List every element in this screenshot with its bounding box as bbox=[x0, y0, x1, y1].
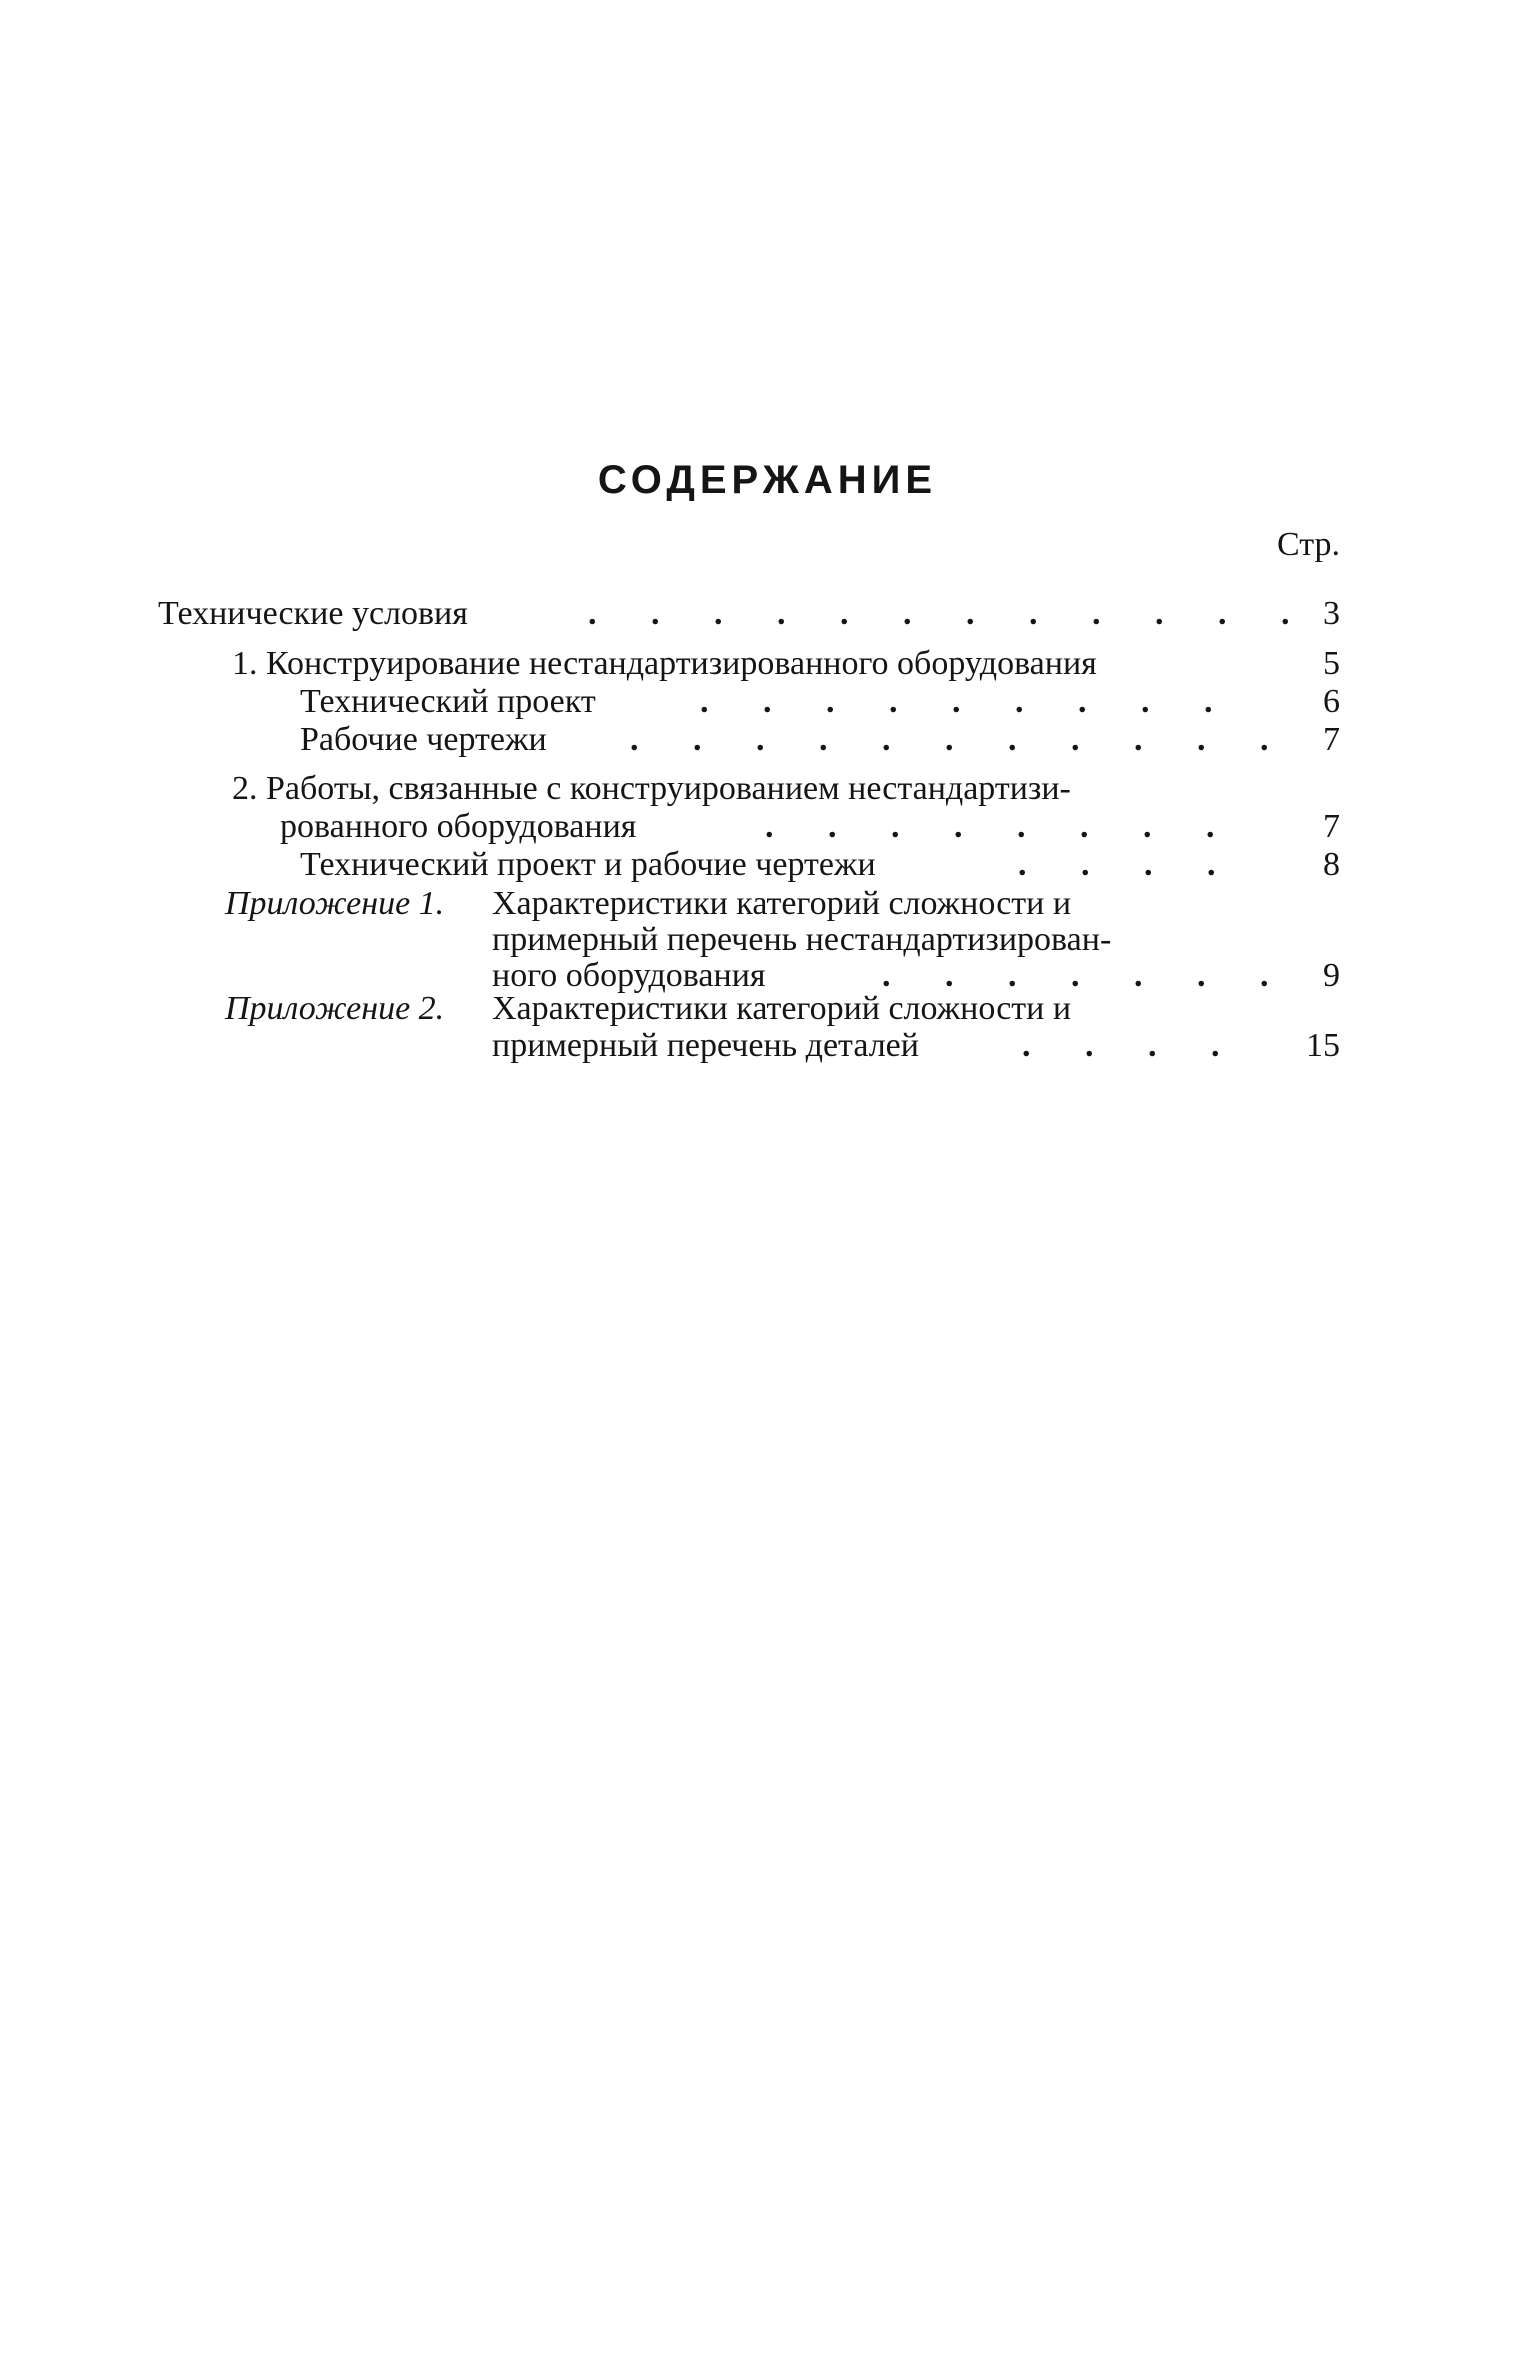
toc-entry-text: 1. Конструирование нестандартизированного оборудования bbox=[232, 645, 1097, 682]
toc-entry bbox=[280, 808, 1240, 846]
toc-page-number: 3 bbox=[1323, 595, 1340, 632]
toc-leader: . . . . . . . . bbox=[765, 808, 1238, 845]
toc-leader: . . . . . . . . . . . bbox=[630, 721, 1292, 758]
toc-entry bbox=[232, 770, 1242, 808]
toc-entry-text: Характеристики категорий сложности и bbox=[492, 885, 1072, 922]
toc-leader: . . . . . . . . . . . . bbox=[588, 595, 1313, 632]
toc-entry bbox=[492, 1027, 1242, 1065]
toc-leader: . . . . bbox=[1022, 1027, 1243, 1064]
toc-entry-text: ного оборудования bbox=[492, 957, 766, 994]
toc-entry bbox=[300, 683, 1240, 721]
toc-entry-text: Рабочие чертежи bbox=[300, 721, 547, 758]
toc-entry bbox=[492, 885, 1242, 923]
toc-entry bbox=[158, 595, 1313, 633]
toc-page-number: 6 bbox=[1323, 683, 1340, 720]
toc-entry-text: рованного оборудования bbox=[280, 808, 637, 845]
toc-entry-text: Характеристики категорий сложности и bbox=[492, 990, 1072, 1027]
toc-page-number: 7 bbox=[1323, 808, 1340, 845]
toc-entry bbox=[232, 645, 1242, 683]
toc-leader: . . . . . . . . . bbox=[700, 683, 1236, 720]
toc-leader: . . . . . . . bbox=[882, 957, 1292, 994]
toc-leader: . . . . bbox=[1018, 846, 1239, 883]
appendix-label-text: Приложение 2. bbox=[225, 990, 445, 1027]
toc-page-number: 9 bbox=[1323, 957, 1340, 994]
toc-page-number: 5 bbox=[1323, 645, 1340, 682]
appendix-label bbox=[225, 885, 495, 923]
toc-page-number: 15 bbox=[1306, 1027, 1340, 1064]
toc-entry bbox=[492, 990, 1242, 1028]
appendix-label-text: Приложение 1. bbox=[225, 885, 445, 922]
toc-entry-text: Технический проект bbox=[300, 683, 596, 720]
toc-page-number: 8 bbox=[1323, 846, 1340, 883]
toc-entry-text: Технический проект и рабочие чертежи bbox=[300, 846, 876, 883]
toc-entry bbox=[492, 921, 1242, 959]
toc-page-number: 7 bbox=[1323, 721, 1340, 758]
toc-entry bbox=[300, 721, 1292, 759]
toc-entry-text: 2. Работы, связанные с конструированием нестандартизи- bbox=[232, 770, 1071, 807]
page-title: СОДЕРЖАНИЕ bbox=[597, 458, 938, 502]
page-column-header: Стр. bbox=[1276, 526, 1340, 563]
toc-entry-text: Технические условия bbox=[158, 595, 468, 632]
toc-entry bbox=[300, 846, 1240, 884]
toc-entry-text: примерный перечень нестандартизирован- bbox=[492, 921, 1112, 958]
appendix-label bbox=[225, 990, 495, 1028]
toc-entry-text: примерный перечень деталей bbox=[492, 1027, 919, 1064]
